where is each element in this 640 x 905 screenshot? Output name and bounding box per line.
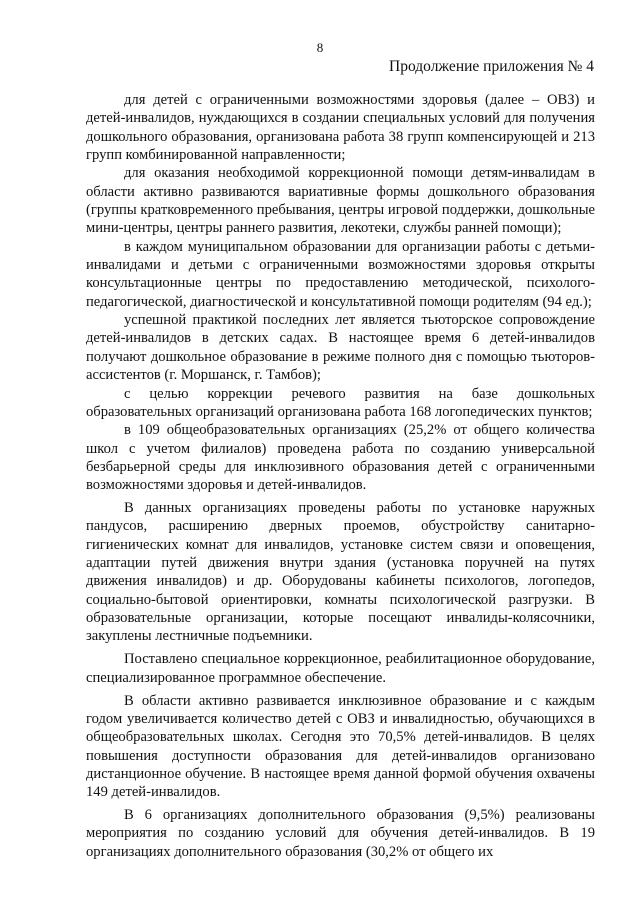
paragraph-3: в каждом муниципальном образовании для организации работы с детьми-инвалидами и детьми с ограниченными возможностями здоровья открыты консультационные центры по предоставлению методической, психолого-педагогической, диагностической и консультативной помощи родителям (94 ед.);	[86, 238, 595, 310]
paragraph-8: Поставлено специальное коррекционное, реабилитационное оборудование, специализированное программное обеспечение.	[86, 651, 595, 686]
appendix-continuation-note: Продолжение приложения № 4	[389, 58, 594, 75]
paragraph-9: В области активно развивается инклюзивное образование и с каждым годом увеличивается количество детей с ОВЗ и инвалидностью, обучающихся в общеобразовательных школах. Сегодня это 70,5% детей-инвалидов. В целях повышения доступности образования для детей-инвалидов организовано дистанционное обучение. В настоящее время данной формой обучения охвачены 149 детей-инвалидов.	[86, 692, 595, 801]
paragraph-4: успешной практикой последних лет является тьюторское сопровождение детей-инвалидов в детских садах. В настоящее время 6 детей-инвалидов получают дошкольное образование в режиме полного дня с помощью тьюторов-ассистентов (г. Моршанск, г. Тамбов);	[86, 312, 595, 384]
document-body	[86, 91, 595, 861]
paragraph-7: В данных организациях проведены работы по установке наружных пандусов, расширению дверных проемов, обустройству санитарно-гигиенических комнат для инвалидов, установке систем связи и оповещения, адаптации путей движения внутри здания (установка поручней на путях движения инвалидов) и др. Оборудованы кабинеты психологов, логопедов, социально-бытовой ориентировки, комнаты психологической разгрузки. В образовательные организации, которые посещают инвалиды-колясочники, закуплены лестничные подъемники.	[86, 500, 595, 645]
paragraph-10: В 6 организациях дополнительного образования (9,5%) реализованы мероприятия по созданию условий для обучения детей-инвалидов. В 19 организациях дополнительного образования (30,2% от общего их	[86, 807, 595, 860]
page-number: 8	[316, 40, 324, 55]
paragraph-1: для детей с ограниченными возможностями здоровья (далее – ОВЗ) и детей-инвалидов, нуждающихся в создании специальных условий для получения дошкольного образования, организована работа 38 групп компенсирующей и 213 групп комбинированной направленности;	[86, 92, 595, 164]
paragraph-5: с целью коррекции речевого развития на базе дошкольных образовательных организаций организована работа 168 логопедических пунктов;	[86, 385, 595, 420]
paragraph-6: в 109 общеобразовательных организациях (25,2% от общего количества школ с учетом филиалов) проведена работа по созданию универсальной безбарьерной среды для инклюзивного образования детей с ограниченными возможностями здоровья и детей-инвалидов.	[86, 422, 595, 494]
paragraph-2: для оказания необходимой коррекционной помощи детям-инвалидам в области активно развиваются вариативные формы дошкольного образования (группы кратковременного пребывания, центры игровой поддержки, дошкольные мини-центры, центры раннего развития, лекотеки, службы ранней помощи);	[86, 165, 595, 237]
